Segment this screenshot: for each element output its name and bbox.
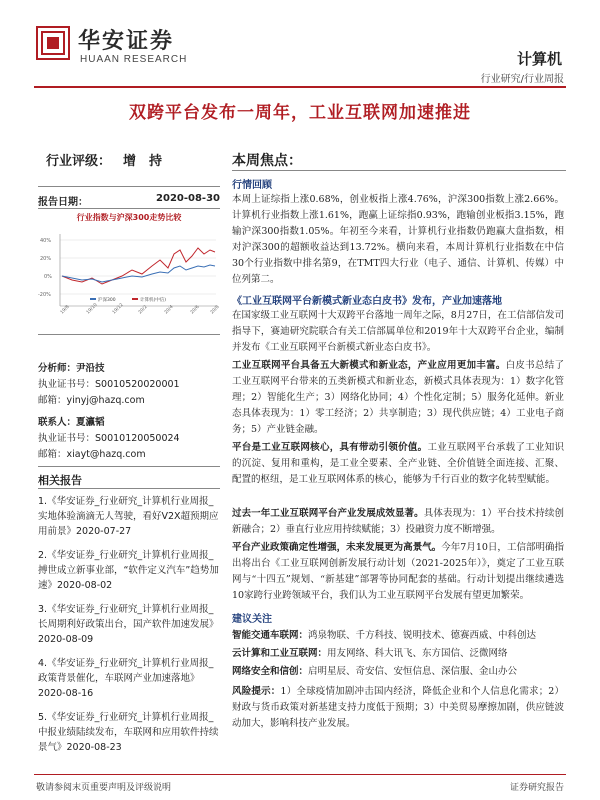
related-report-item[interactable]: 2.《华安证券_行业研究_计算机行业周报_搏世成立新事业部，“软件定义汽车”趋势加速》2020-08-02 (38, 550, 219, 591)
date-label: 报告日期： (38, 197, 88, 208)
index-comparison-chart (38, 210, 220, 330)
market-review-heading: 行情回顾 (232, 180, 272, 191)
analyst-email: 邮箱：yinyj@hazq.com (38, 395, 145, 406)
chart-title: 行业指数与沪深300走势比较 (76, 213, 182, 222)
related-report-item[interactable]: 3.《华安证券_行业研究_计算机行业周报_长周期利好政策出台，国产软件加速发展》2020-08-09 (38, 604, 219, 645)
past-year-paragraph (232, 506, 564, 538)
past-year-lead: 过去一年工业互联网平台产业发展成效显著。 (232, 508, 424, 519)
new-models-text: 白皮书总结了工业互联网平台带来的五类新模式和新业态，新模式具体表现为：1）数字化管理；2）智能化生产；3）网络化协同；4）个性化定制；5）服务化延伸。新业态具体表现为：1）零工经济；2）共享制造；3）现代供应链；4）工业电子商务；5）产业链金融。 (232, 360, 564, 435)
policy-text: 今年7月10日，工信部明确指出将出台《工业互联网创新发展行动计划（2021-2025年）》，奠定了工业互联网与“十四五”规划、“新基建”部署等协同配套的基础。行动计划提出继续遴选10家跨行业跨领域平台，我们认为工业互联网平台发展有望更加繁荣。 (232, 542, 564, 601)
date-value: 2020-08-30 (156, 193, 220, 204)
related-report-item[interactable]: 4.《华安证券_行业研究_计算机行业周报_政策背景催化，车联网产业加速落地》2020-08-16 (38, 658, 214, 699)
svg-text:19/10: 19/10 (85, 302, 99, 316)
risk-label: 风险提示： (232, 686, 281, 697)
divider (38, 334, 220, 335)
divider (38, 186, 220, 187)
footer-disclaimer: 敬请参阅末页重要声明及评级说明 (36, 783, 172, 793)
contact-cert: 执业证书号：S0010120050024 (38, 433, 180, 444)
svg-text:40%: 40% (40, 238, 52, 244)
rec-label-cloud: 云计算和工业互联网： (232, 648, 328, 659)
footer-label: 证券研究报告 (509, 783, 564, 793)
policy-paragraph (232, 540, 564, 604)
analyst-name: 分析师：尹沿技 (38, 363, 105, 374)
platform-core-lead: 平台是工业互联网核心，具有带动引领价值。 (232, 442, 428, 453)
svg-text:沪深300: 沪深300 (98, 298, 116, 303)
svg-text:-20%: -20% (38, 292, 51, 298)
rec-row-auto (232, 628, 564, 644)
header-divider (34, 86, 566, 88)
sector-label: 计算机 (516, 50, 562, 68)
report-header (0, 0, 600, 92)
platform-core-text: 工业互联网平台承载了工业知识的沉淀、复用和重构，是工业全要素、全产业链、全价值链全面连接、汇聚、配置的枢纽，是工业互联网体系的核心，能够为千行百业的数字化转型赋能。 (232, 442, 564, 485)
market-review-text: 本周上证综指上涨0.68%，创业板指上涨4.76%，沪深300指数上涨2.66%。计算机行业指数上涨1.61%，跑赢上证综指0.93%，跑输创业板指3.15%，跑输沪深300指数1.05%。年初至今来看，计算机行业指数仍跑赢大盘指数，相对沪深300的超额收益达到13.72%。横向来看，本周计算机行业指数在中信30个行业指数中排名第9，在TMT四大行业（电子、通信、计算机、传媒）中位列第二。 (232, 194, 564, 285)
platform-core-paragraph (232, 440, 564, 488)
footer-divider (34, 774, 566, 775)
recommendations-heading: 建议关注 (232, 614, 272, 625)
contact-email: 邮箱：xiayt@hazq.com (38, 449, 146, 460)
svg-text:20/8: 20/8 (209, 304, 220, 316)
rec-list-auto: 鸿泉物联、千方科技、锐明技术、德赛西威、中科创达 (308, 630, 537, 641)
whitepaper-heading: 《工业互联网平台新模式新业态白皮书》发布，产业加速落地 (232, 296, 502, 307)
svg-text:20/4: 20/4 (163, 304, 175, 316)
huaan-logo-icon (36, 26, 70, 60)
svg-text:0%: 0% (44, 274, 52, 280)
svg-text:19/12: 19/12 (111, 302, 125, 316)
new-models-paragraph (232, 358, 564, 438)
new-models-lead: 工业互联网平台具备五大新模式和新业态，产业应用更加丰富。 (232, 360, 506, 371)
divider (232, 170, 566, 171)
svg-text:计算机(中信): 计算机(中信) (140, 298, 167, 303)
svg-text:19/8: 19/8 (59, 304, 71, 316)
rec-list-security: 启明星辰、奇安信、安恒信息、深信服、金山办公 (308, 666, 518, 677)
divider (38, 488, 220, 489)
rating-value: 增 持 (123, 154, 163, 169)
risk-paragraph (232, 684, 564, 732)
analyst-cert: 执业证书号：S0010520020001 (38, 379, 180, 390)
risk-text: 1）全球疫情加剧冲击国内经济，降低企业和个人信息化需求；2）财政与货币政策对新基建支持力度低于预期；3）中美贸易摩擦加剧，供应链波动加大，影响科技产业发展。 (232, 686, 564, 729)
divider (38, 466, 220, 467)
chart-svg (38, 210, 220, 328)
svg-text:20/2: 20/2 (137, 304, 149, 316)
whitepaper-text: 在国家级工业互联网十大双跨平台落地一周年之际，8月27日，在工信部信发司指导下，赛迪研究院联合有关工信部属单位和2019年十大双跨平台企业，编制并发布《工业互联网平台新模式新业态白皮书》。 (232, 310, 564, 353)
rec-list-cloud: 用友网络、科大讯飞、东方国信、泛微网络 (327, 648, 508, 659)
weekly-focus-title: 本周焦点： (232, 153, 302, 169)
rec-row-security (232, 664, 564, 680)
related-report-item[interactable]: 5.《华安证券_行业研究_计算机行业周报_中报业绩陆续发布，车联网和应用软件持续景气》2020-08-23 (38, 712, 219, 753)
report-title: 双跨平台发布一周年，工业互联网加速推进 (129, 103, 471, 123)
rec-label-auto: 智能交通车联网： (232, 630, 309, 641)
svg-text:20%: 20% (40, 256, 52, 262)
industry-rating (46, 150, 162, 169)
logo-chinese: 华安证券 (78, 28, 175, 54)
related-report-item[interactable]: 1.《华安证券_行业研究_计算机行业周报_实地体验滴滴无人驾驶，看好V2X超预期应用前景》2020-07-27 (38, 496, 219, 537)
rec-row-cloud (232, 646, 564, 662)
rating-label: 行业评级： (46, 154, 112, 169)
past-year-text: 具体表现为：1）平台技术持续创新融合；2）垂直行业应用持续赋能；3）投融资力度不断增强。 (232, 508, 564, 535)
rec-label-security: 网络安全和信创： (232, 666, 309, 677)
contact-name: 联系人：夏瀛韬 (38, 417, 105, 428)
logo-english: HUAAN RESEARCH (80, 54, 188, 65)
policy-lead: 平台产业政策确定性增强，未来发展更为高景气。 (232, 542, 442, 553)
related-reports-title: 相关报告 (38, 474, 82, 487)
svg-text:20/6: 20/6 (189, 304, 201, 316)
report-date-row (38, 193, 220, 208)
report-type: 行业研究/行业周报 (480, 74, 564, 85)
divider (38, 208, 220, 209)
